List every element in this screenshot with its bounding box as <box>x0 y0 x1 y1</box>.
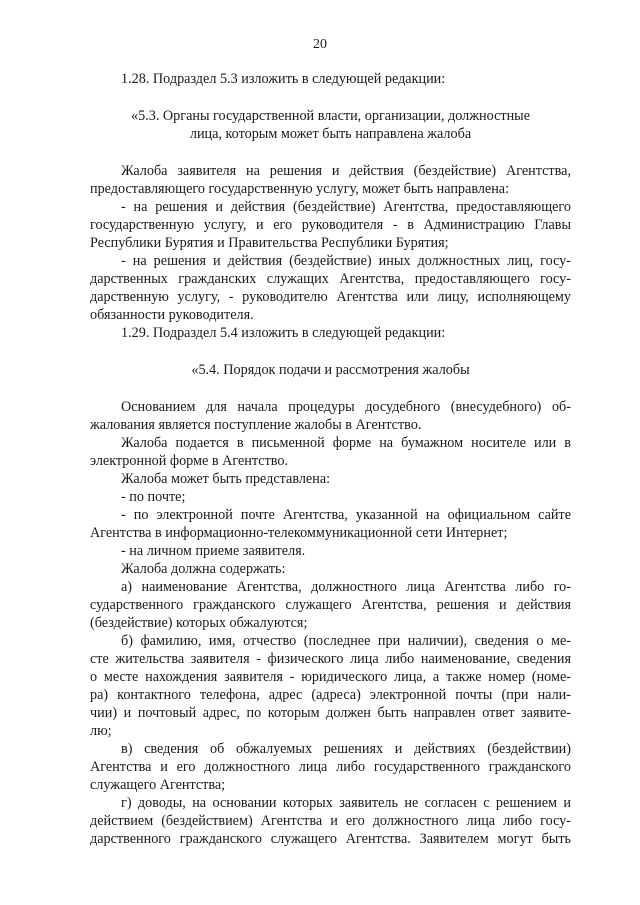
text-line: - на личном приеме заявителя. <box>121 543 306 559</box>
section-heading-5-3 <box>90 107 571 143</box>
text-line: Республики Бурятия и Правительства Республики Бурятия; <box>90 235 449 251</box>
text-line: ра) контактного телефона, адрес (адреса) электронной почты (при нали- <box>90 687 571 703</box>
text-line: предоставляющего государственную услугу, может быть направлена: <box>90 181 510 197</box>
text-line: - на решения и действия (бездействие) Агентства, предоставляющего <box>121 199 571 215</box>
heading-line: «5.4. Порядок подачи и рассмотрения жалобы <box>191 362 470 378</box>
paragraph-complaint-intro <box>90 162 571 198</box>
text-line: - по электронной почте Агентства, указанной на официальном сайте <box>121 507 571 523</box>
heading-line: «5.3. Органы государственной власти, организации, должностные <box>130 108 530 124</box>
text-line: дарственных гражданских служащих Агентства, предоставляющего госу- <box>90 271 571 287</box>
list-item <box>90 252 571 324</box>
text-line: Жалоба подается в письменной форме на бумажном носителе или в <box>121 435 571 451</box>
text-line: Агентства и его должностного лица либо государственного гражданского <box>90 759 571 775</box>
text-line: Жалоба заявителя на решения и действия (бездействие) Агентства, <box>121 163 571 179</box>
text-line: лю; <box>90 723 112 739</box>
text-line: электронной форме в Агентство. <box>90 453 289 469</box>
text-line: дарственного гражданского служащего Агентства. Заявителем могут быть <box>90 831 571 847</box>
text-line: служащего Агентства; <box>90 777 226 793</box>
section-heading-5-4 <box>90 361 571 379</box>
text-line: жалования является поступление жалобы в Агентство. <box>90 417 422 433</box>
paragraph-1-29 <box>90 324 571 342</box>
paragraph <box>90 560 571 578</box>
text-line: 1.28. Подраздел 5.3 изложить в следующей редакции: <box>121 71 446 87</box>
list-item <box>90 578 571 632</box>
text-line: сударственного гражданского служащего Агентства, решения и действия <box>90 597 571 613</box>
list-item <box>90 794 571 848</box>
text-line: б) фамилию, имя, отчество (последнее при наличии), сведения о ме- <box>121 633 571 649</box>
list-item <box>90 488 571 506</box>
paragraph <box>90 434 571 470</box>
text-line: (бездействие) которых обжалуются; <box>90 615 308 631</box>
page-number: 20 <box>313 37 327 52</box>
list-item <box>90 198 571 252</box>
text-line: действием (бездействием) Агентства и его должностного лица либо госу- <box>90 813 571 829</box>
text-line: Агентства в информационно-телекоммуникационной сети Интернет; <box>90 525 508 541</box>
text-line: чии) и почтовый адрес, по которым должен быть направлен ответ заявите- <box>90 705 571 721</box>
text-line: обязанности руководителя. <box>90 307 254 323</box>
paragraph <box>90 398 571 434</box>
text-line: Основанием для начала процедуры досудебного (внесудебного) об- <box>121 399 571 415</box>
text-line: - на решения и действия (бездействие) иных должностных лиц, госу- <box>121 253 571 269</box>
list-item <box>90 740 571 794</box>
text-line: дарственную услугу, - руководителю Агентства или лицу, исполняющему <box>90 289 571 305</box>
text-line: г) доводы, на основании которых заявитель не согласен с решением и <box>121 795 571 811</box>
list-item <box>90 542 571 560</box>
paragraph-1-28 <box>90 70 571 88</box>
document-body <box>90 70 571 848</box>
text-line: 1.29. Подраздел 5.4 изложить в следующей редакции: <box>121 325 446 341</box>
text-line: Жалоба может быть представлена: <box>121 471 331 487</box>
text-line: а) наименование Агентства, должностного лица Агентства либо го- <box>121 579 571 595</box>
text-line: сте жительства заявителя - физического лица либо наименование, сведения <box>90 651 571 667</box>
paragraph <box>90 470 571 488</box>
text-line: Жалоба должна содержать: <box>121 561 286 577</box>
heading-line: лица, которым может быть направлена жалоба <box>189 126 472 142</box>
list-item <box>90 506 571 542</box>
text-line: о месте нахождения заявителя - юридического лица, а также номер (номе- <box>90 669 571 685</box>
text-line: в) сведения об обжалуемых решениях и действиях (бездействии) <box>121 741 571 757</box>
text-line: государственную услугу, и его руководителя - в Администрацию Главы <box>90 217 571 233</box>
list-item <box>90 632 571 740</box>
text-line: - по почте; <box>121 489 186 505</box>
